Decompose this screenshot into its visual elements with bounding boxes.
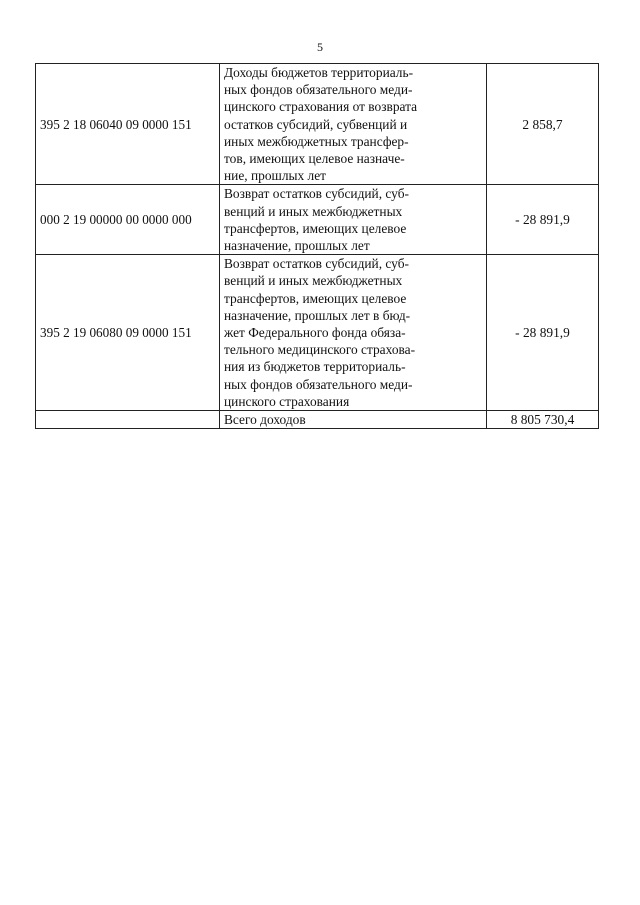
budget-code: 395 2 18 06040 09 0000 151 — [36, 64, 220, 185]
description-line: тов, имеющих целевое назначе- — [224, 151, 405, 167]
description-line: иных межбюджетных трансфер- — [224, 133, 409, 149]
total-label: Всего доходов — [220, 411, 487, 429]
description-line: ние, прошлых лет — [224, 168, 327, 184]
revenue-table — [35, 63, 599, 429]
description-line: назначение, прошлых лет — [224, 238, 370, 254]
description-line: назначение, прошлых лет в бюд- — [224, 307, 411, 323]
description-line: Возврат остатков субсидий, суб- — [224, 186, 409, 202]
description-line: цинского страхования от возврата — [224, 99, 418, 115]
description-line: венций и иных межбюджетных — [224, 273, 403, 289]
description-line: Возврат остатков субсидий, суб- — [224, 256, 409, 272]
description-line: ния из бюджетов территориаль- — [224, 359, 406, 375]
description-line: цинского страхования — [224, 393, 350, 409]
total-code — [36, 411, 220, 429]
amount: 2 858,7 — [487, 64, 599, 185]
description-line: трансфертов, имеющих целевое — [224, 220, 407, 236]
description-line: жет Федерального фонда обяза- — [224, 325, 406, 341]
page-number: 5 — [317, 40, 323, 54]
description-line: ных фондов обязательного меди- — [224, 82, 413, 98]
description-line: Доходы бюджетов территориаль- — [224, 65, 414, 80]
amount: - 28 891,9 — [487, 185, 599, 255]
revenue-description — [220, 185, 487, 255]
table-row — [36, 255, 599, 411]
description-line: венций и иных межбюджетных — [224, 203, 403, 219]
table-row — [36, 185, 599, 255]
description-line: тельного медицинского страхова- — [224, 342, 416, 358]
budget-code: 000 2 19 00000 00 0000 000 — [36, 185, 220, 255]
budget-code: 395 2 19 06080 09 0000 151 — [36, 255, 220, 411]
description-line: трансфертов, имеющих целевое — [224, 290, 407, 306]
amount: - 28 891,9 — [487, 255, 599, 411]
description-line: ных фондов обязательного меди- — [224, 376, 413, 392]
total-row — [36, 411, 599, 429]
description-line: остатков субсидий, субвенций и — [224, 116, 408, 132]
table-row — [36, 64, 599, 185]
revenue-description — [220, 64, 487, 185]
total-amount: 8 805 730,4 — [487, 411, 599, 429]
revenue-description — [220, 255, 487, 411]
